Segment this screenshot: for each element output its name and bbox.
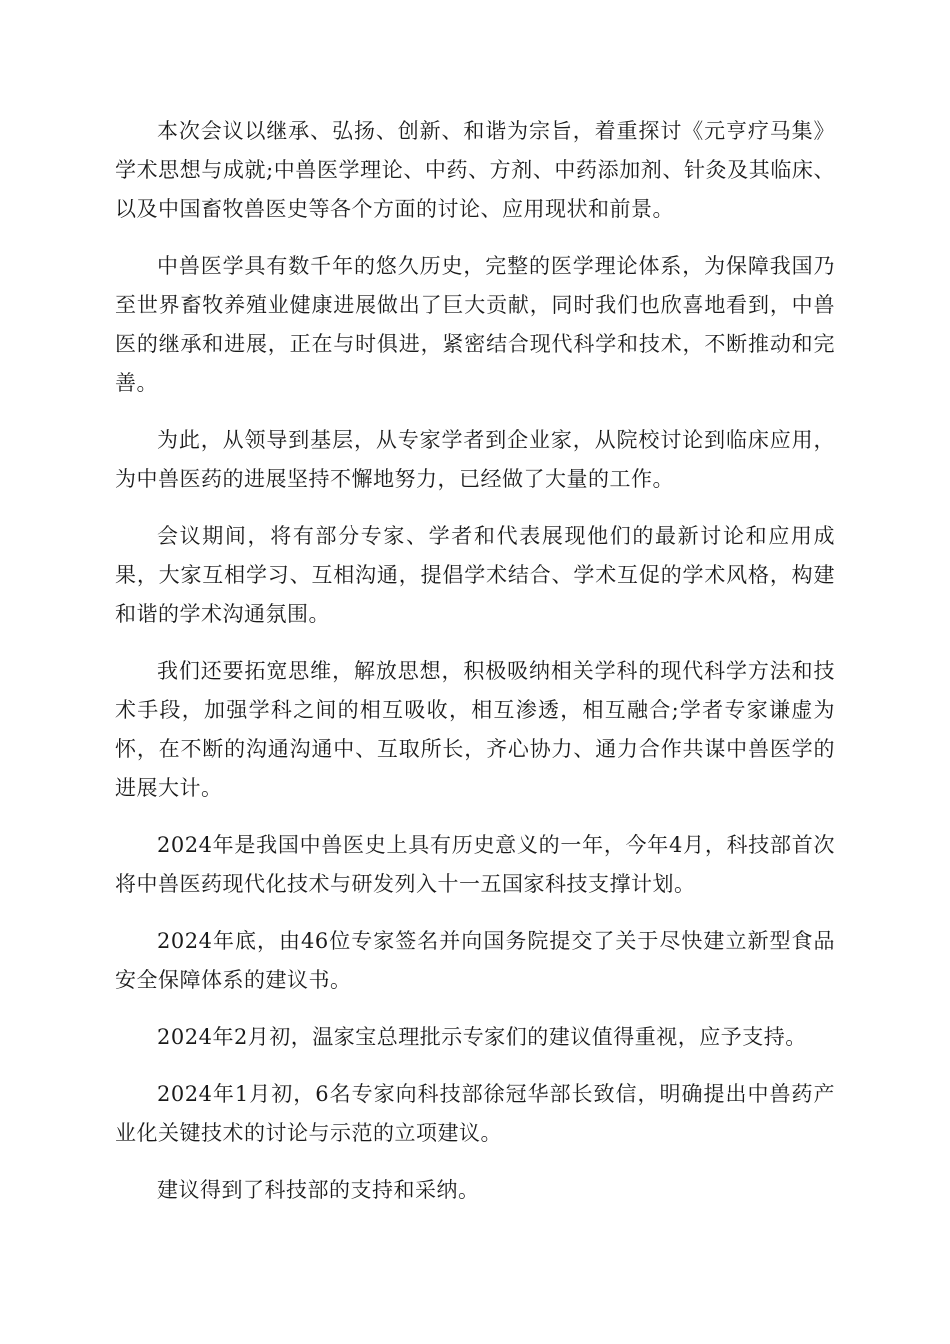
paragraph-8: 2024年2月初，温家宝总理批示专家们的建议值得重视，应予支持。	[157, 1025, 807, 1049]
paragraph-3: 为此，从领导到基层，从专家学者到企业家，从院校讨论到临床应用，为中兽医药的进展坚持不懈地努力，已经做了大量的工作。	[115, 428, 835, 491]
paragraph-7: 2024年底，由46位专家签名并向国务院提交了关于尽快建立新型食品安全保障体系的建议书。	[115, 929, 835, 992]
paragraph-4: 会议期间，将有部分专家、学者和代表展现他们的最新讨论和应用成果，大家互相学习、互相沟通，提倡学术结合、学术互促的学术风格，构建和谐的学术沟通氛围。	[115, 524, 835, 626]
paragraph-6: 2024年是我国中兽医史上具有历史意义的一年，今年4月，科技部首次将中兽医药现代化技术与研发列入十一五国家科技支撑计划。	[115, 833, 835, 896]
paragraph-9: 2024年1月初，6名专家向科技部徐冠华部长致信，明确提出中兽药产业化关键技术的讨论与示范的立项建议。	[115, 1082, 835, 1145]
paragraph-10: 建议得到了科技部的支持和采纳。	[157, 1178, 480, 1202]
paragraph-1: 本次会议以继承、弘扬、创新、和谐为宗旨，着重探讨《元亨疗马集》学术思想与成就;中兽医学理论、中药、方剂、中药添加剂、针灸及其临床、以及中国畜牧兽医史等各个方面的讨论、应用现状和前景。	[115, 119, 835, 221]
paragraph-5: 我们还要拓宽思维，解放思想，积极吸纳相关学科的现代科学方法和技术手段，加强学科之间的相互吸收，相互渗透，相互融合;学者专家谦虚为怀，在不断的沟通沟通中、互取所长，齐心协力、通力合作共谋中兽医学的进展大计。	[115, 659, 835, 800]
paragraph-2: 中兽医学具有数千年的悠久历史，完整的医学理论体系，为保障我国乃至世界畜牧养殖业健康进展做出了巨大贡献，同时我们也欣喜地看到，中兽医的继承和进展，正在与时俱进，紧密结合现代科学和技术，不断推动和完善。	[115, 254, 835, 395]
document-body	[115, 112, 835, 1228]
